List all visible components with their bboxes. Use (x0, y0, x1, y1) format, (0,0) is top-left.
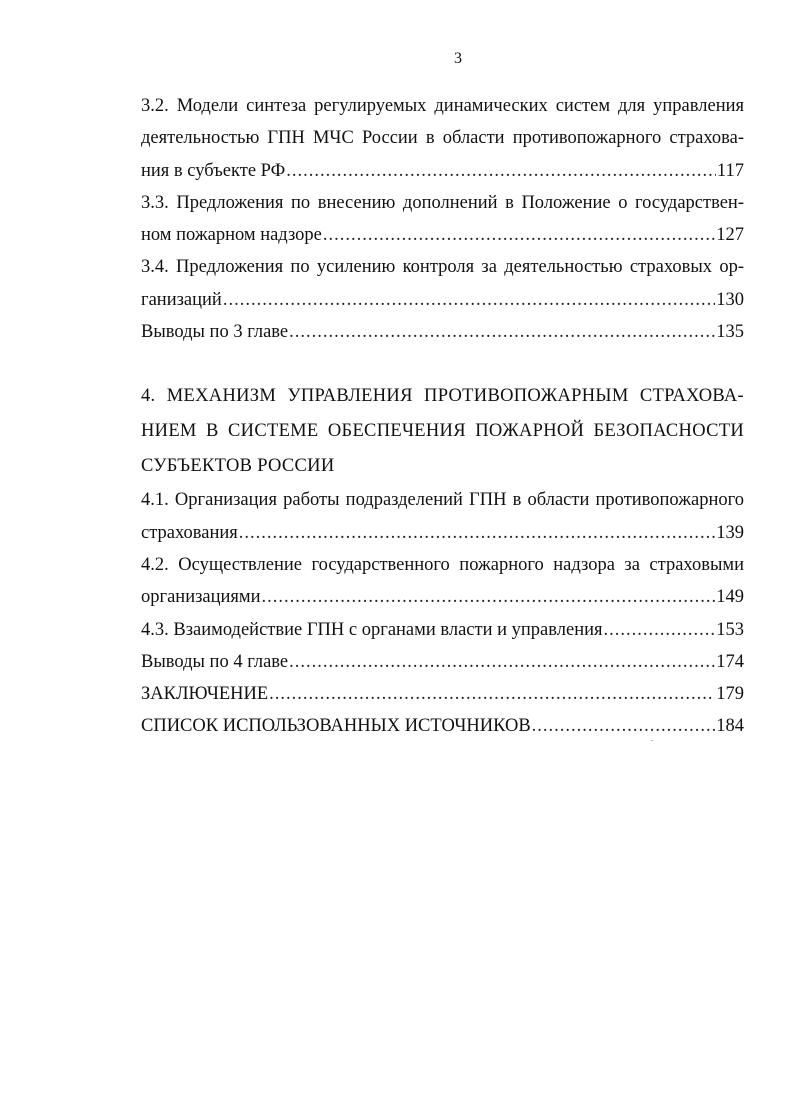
toc-entry-4-1-line-1: 4.1. Организация работы подразделений ГПН в области противопожарного (141, 490, 744, 511)
toc-leader-dots (269, 678, 715, 710)
toc-leader-dots (289, 646, 715, 678)
toc-entry-3-3-line-2: ном пожарном надзоре (141, 225, 322, 246)
toc-leader-dots (262, 581, 716, 613)
scan-artifact (651, 740, 653, 741)
chapter-4-heading-line-3: СУБЪЕКТОВ РОССИИ (141, 456, 335, 477)
toc-entry-conclusions-4[interactable] (141, 646, 744, 678)
toc-entry-3-3-last-line (141, 219, 744, 251)
toc-entry-conclusion-text: ЗАКЛЮЧЕНИЕ (141, 684, 269, 705)
toc-entry-3-4-page: 130 (716, 289, 744, 310)
toc-entry-conclusion[interactable] (141, 678, 744, 710)
toc-entry-4-2-last-line (141, 581, 744, 613)
toc-entry-conclusions-3[interactable] (141, 316, 744, 348)
toc-entry-4-1[interactable] (141, 484, 744, 549)
toc-entry-4-3-page: 153 (716, 619, 744, 640)
toc-entry-3-4-line-2: ганизаций (141, 289, 222, 310)
toc-entry-4-3-text: 4.3. Взаимодействие ГПН с органами власти и управления (141, 619, 603, 640)
toc-leader-dots (323, 219, 715, 251)
toc-entry-3-3-line-1: 3.3. Предложения по внесению дополнений в Положение о государствен- (141, 192, 744, 213)
toc-entry-4-3[interactable] (141, 614, 744, 646)
toc-leader-dots (223, 284, 715, 316)
toc-entry-3-4[interactable] (141, 251, 744, 316)
toc-entry-conclusion-page: 179 (716, 684, 744, 705)
toc-entry-3-2-page: 117 (716, 160, 744, 181)
toc-leader-dots (604, 614, 716, 646)
toc-entry-4-2[interactable] (141, 549, 744, 614)
toc-entry-references-page: 184 (716, 716, 744, 737)
toc-entry-conclusions-3-text: Выводы по 3 главе (141, 322, 289, 343)
toc-entry-references-text: СПИСОК ИСПОЛЬЗОВАННЫХ ИСТОЧНИКОВ (141, 716, 531, 737)
chapter-4-heading[interactable] (141, 379, 744, 484)
toc-leader-dots (289, 316, 715, 348)
toc-entry-3-4-line-1: 3.4. Предложения по усилению контроля за деятельностью страховых ор- (141, 257, 744, 278)
toc-entry-conclusions-4-page: 174 (716, 651, 744, 672)
toc-entry-4-2-page: 149 (716, 587, 744, 608)
toc-leader-dots (286, 155, 716, 187)
toc-entry-4-1-last-line (141, 517, 744, 549)
toc-leader-dots (532, 710, 716, 742)
toc-entry-3-3-page: 127 (716, 225, 744, 246)
table-of-contents (141, 90, 744, 743)
chapter-4-heading-line-1: 4. МЕХАНИЗМ УПРАВЛЕНИЯ ПРОТИВОПОЖАРНЫМ СТРАХОВА- (141, 386, 744, 407)
toc-entry-conclusions-4-text: Выводы по 4 главе (141, 651, 289, 672)
toc-entry-3-2[interactable] (141, 90, 744, 187)
toc-entry-3-2-line-2: деятельностью ГПН МЧС России в области противопожарного страхова- (141, 128, 744, 149)
toc-entry-4-1-page: 139 (716, 522, 744, 543)
toc-entry-3-2-last-line (141, 155, 744, 187)
toc-entry-4-1-line-2: страхования (141, 522, 238, 543)
toc-entry-conclusions-3-page: 135 (716, 322, 744, 343)
chapter-4-heading-line-2: НИЕМ В СИСТЕМЕ ОБЕСПЕЧЕНИЯ ПОЖАРНОЙ БЕЗОПАСНОСТИ (141, 421, 744, 442)
toc-leader-dots (239, 517, 715, 549)
toc-entry-references[interactable] (141, 710, 744, 742)
toc-entry-3-2-line-3: ния в субъекте РФ (141, 160, 286, 181)
toc-entry-3-4-last-line (141, 284, 744, 316)
toc-entry-4-2-line-1: 4.2. Осуществление государственного пожарного надзора за страховыми (141, 554, 744, 575)
toc-entry-3-2-line-1: 3.2. Модели синтеза регулируемых динамических систем для управления (141, 96, 744, 116)
toc-entry-4-2-line-2: организациями (141, 587, 261, 608)
page-number: 3 (454, 50, 462, 67)
toc-entry-3-3[interactable] (141, 187, 744, 252)
